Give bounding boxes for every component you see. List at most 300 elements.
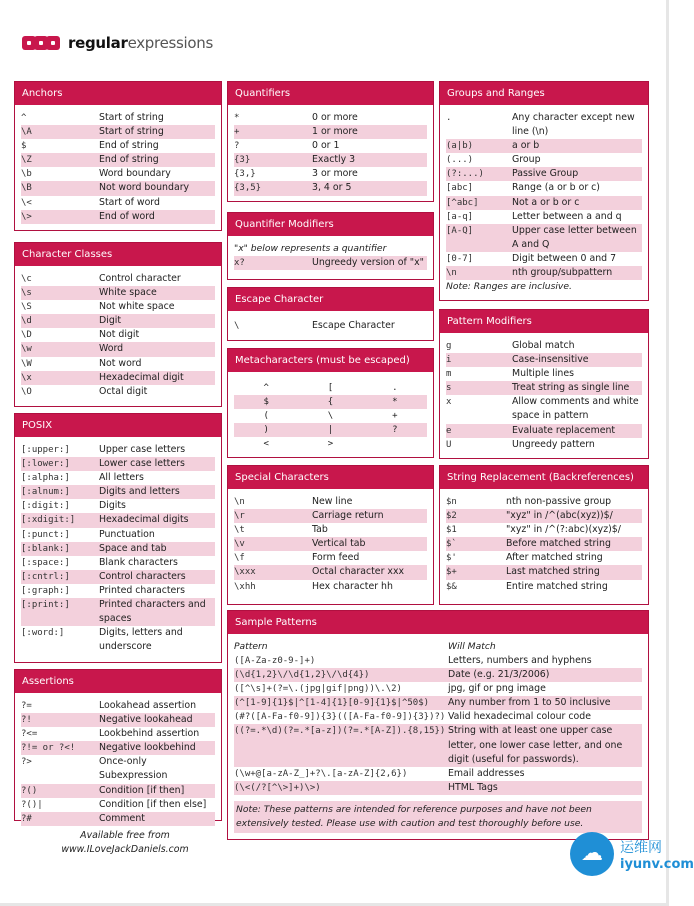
list-item [234, 682, 642, 696]
item-syntax: \c [21, 274, 32, 284]
posix-section [14, 413, 222, 663]
item-syntax: [:lower:] [21, 459, 70, 470]
item-syntax: ?()| [21, 799, 43, 810]
item-description: Any number from 1 to 50 inclusive [448, 697, 611, 709]
list-item [446, 424, 642, 438]
watermark-logo-icon: ☁ [570, 832, 614, 876]
item-syntax: $2 [446, 511, 457, 522]
item-syntax: [:print:] [21, 600, 70, 611]
item-syntax: + [234, 127, 240, 138]
item-description: Digits and letters [99, 486, 180, 498]
quantifier-note: "x" below represents a quantifier [234, 243, 387, 254]
item-syntax: i [446, 355, 452, 366]
list-item [21, 528, 215, 542]
assertions-section [14, 669, 222, 824]
item-syntax: ?<= [21, 729, 38, 740]
list-item [446, 580, 642, 594]
item-description: 3, 4 or 5 [312, 182, 352, 194]
item-description: Group [512, 154, 541, 166]
list-item [446, 367, 642, 381]
item-syntax: (\<(/?[^\>]+)\>) [234, 782, 321, 793]
item-syntax: . [446, 113, 452, 123]
item-description: Negative lookahead [99, 714, 193, 726]
item-syntax: $' [446, 553, 457, 564]
item-description: Hex character hh [312, 580, 393, 592]
list-item [446, 196, 642, 210]
list-item [21, 314, 215, 328]
item-description: Global match [512, 340, 575, 351]
item-syntax: x? [234, 258, 245, 268]
list-item [234, 181, 427, 195]
special-characters-section [227, 465, 434, 605]
item-syntax: ? [234, 141, 240, 152]
item-syntax: ((?=.*\d)(?=.*[a-z])(?=.*[A-Z]).{8,15}) [234, 726, 446, 737]
list-item [21, 300, 215, 314]
item-syntax: $& [446, 581, 457, 592]
item-syntax: (#?([A-Fa-f0-9]){3}(([A-Fa-f0-9]){3})?) [234, 712, 446, 723]
item-description: Comment [99, 812, 145, 824]
list-item [234, 509, 427, 523]
item-description: Ungreedy version of "x" [312, 257, 424, 268]
item-syntax: ?!= or ?<! [21, 743, 76, 754]
item-description: End of string [99, 154, 159, 166]
list-item [21, 153, 215, 167]
section-title: Pattern Modifiers [440, 310, 648, 333]
item-syntax: \ [234, 321, 240, 331]
list-item [21, 167, 215, 181]
list-item [446, 181, 642, 195]
list-item [446, 252, 642, 266]
metacharacters-grid [234, 378, 427, 451]
metacharacter: ( [263, 411, 269, 422]
item-description: Lower case letters [99, 458, 185, 470]
item-syntax: \O [21, 386, 32, 397]
list-item [234, 654, 642, 668]
list-item [446, 224, 642, 252]
watermark-site: 运维网 [620, 839, 662, 856]
list-item [21, 210, 215, 224]
item-description: Not word [99, 357, 142, 369]
item-description: Passive Group [512, 168, 579, 180]
item-syntax: \> [21, 211, 32, 222]
list-item [446, 509, 642, 523]
list-item [21, 125, 215, 139]
list-item [234, 668, 642, 682]
list-item [234, 139, 427, 153]
item-description: Case-insensitive [512, 354, 589, 366]
item-description: Start of string [99, 126, 164, 138]
assertions-list [15, 693, 221, 831]
item-description: Condition [if then else] [99, 798, 207, 810]
item-syntax: (\w+@[a-zA-Z_]+?\.[a-zA-Z]{2,6}) [234, 768, 408, 779]
item-description: nth group/subpattern [512, 267, 613, 279]
item-description: Date (e.g. 21/3/2006) [448, 669, 550, 681]
string-replacement-list [440, 489, 648, 599]
item-syntax: \S [21, 302, 32, 313]
metacharacter: $ [234, 395, 298, 409]
list-item [21, 485, 215, 499]
item-description: Lookbehind assertion [99, 728, 200, 740]
item-syntax: (?:...) [446, 169, 484, 180]
item-syntax: [:word:] [21, 628, 65, 639]
list-item [21, 385, 215, 399]
item-description: Entire matched string [506, 580, 608, 592]
metacharacter: ) [234, 423, 298, 437]
list-item [234, 565, 427, 579]
list-item [21, 755, 215, 783]
metacharacter: ^ [263, 383, 269, 393]
section-title: POSIX [15, 414, 221, 437]
list-item [234, 696, 642, 710]
item-description: Not white space [99, 301, 175, 313]
item-syntax: m [446, 369, 452, 380]
list-item [21, 499, 215, 513]
list-item [234, 580, 427, 594]
anchors-list [15, 105, 221, 229]
item-description: Any character except new line (\n) [512, 112, 635, 138]
item-syntax: \W [21, 358, 32, 369]
item-syntax: [:alnum:] [21, 487, 70, 498]
list-item [446, 537, 642, 551]
item-syntax: [:alpha:] [21, 473, 70, 484]
item-description: Condition [if then] [99, 784, 185, 796]
footer-url[interactable]: www.ILoveJackDaniels.com [61, 844, 189, 855]
list-item [21, 570, 215, 584]
metacharacter [363, 437, 427, 451]
item-syntax: $` [446, 539, 457, 550]
item-syntax: U [446, 439, 452, 450]
metacharacter: > [327, 439, 334, 450]
list-item [234, 537, 427, 551]
list-item [446, 381, 642, 395]
list-item [234, 710, 642, 724]
quantifier-modifiers-list [234, 256, 427, 270]
section-title: Escape Character [228, 288, 433, 311]
item-description: Multiple lines [512, 368, 575, 380]
list-item [234, 111, 427, 125]
item-syntax: [:punct:] [21, 529, 70, 540]
string-replacement-section [439, 465, 649, 605]
item-description: "xyz" in /^(?:abc)(xyz)$/ [506, 524, 621, 536]
list-item [234, 125, 427, 139]
list-item [446, 339, 642, 353]
item-description: Email addresses [448, 767, 525, 779]
item-syntax: $n [446, 497, 457, 507]
character-classes-list [15, 266, 221, 404]
item-description: Octal digit [99, 385, 148, 397]
item-description: Allow comments and white space in pattern [512, 396, 639, 422]
item-description: Hexadecimal digit [99, 371, 184, 383]
item-syntax: [:space:] [21, 557, 70, 568]
logo-text-bold: regular [68, 34, 128, 52]
item-syntax: \b [21, 169, 32, 180]
item-syntax: [A-Q] [446, 225, 474, 236]
item-description: Lookahead assertion [99, 700, 197, 711]
sample-patterns-list [234, 654, 642, 795]
item-description: Last matched string [506, 566, 600, 578]
item-syntax: ?> [21, 757, 32, 768]
list-item [21, 713, 215, 727]
item-description: Escape Character [312, 320, 395, 331]
item-syntax: g [446, 341, 452, 351]
will-match-column-header: Will Match [448, 641, 496, 652]
item-description: Not digit [99, 329, 140, 341]
item-syntax: {3} [234, 155, 251, 166]
list-item [234, 153, 427, 167]
item-syntax: \n [446, 268, 457, 279]
item-syntax: \x [21, 372, 32, 383]
item-description: End of string [99, 140, 159, 152]
item-description: Upper case letter between A and Q [512, 224, 637, 250]
item-description: All letters [99, 472, 144, 484]
watermark-url: iyunv.com [620, 856, 694, 872]
item-description: Ungreedy pattern [512, 438, 595, 450]
item-description: Punctuation [99, 528, 155, 540]
item-syntax: \r [234, 511, 245, 522]
groups-body [440, 105, 648, 299]
list-item [21, 371, 215, 385]
section-title: Quantifier Modifiers [228, 213, 433, 236]
item-description: Octal character xxx [312, 566, 405, 578]
item-syntax: (a|b) [446, 141, 474, 152]
list-item [21, 443, 215, 457]
sample-patterns-note: Note: These patterns are intended for reference purposes and have not been extensively tested. Please use with caution and test thoroughly before use. [234, 801, 642, 833]
quantifiers-list [228, 105, 433, 201]
groups-ranges-section [439, 81, 649, 301]
list-item [446, 266, 642, 280]
item-syntax: \xxx [234, 567, 256, 578]
item-description: Printed characters and spaces [99, 599, 206, 625]
footer [14, 829, 236, 857]
item-syntax: (\d{1,2}\/\d{1,2}\/\d{4}) [234, 670, 370, 681]
list-item [234, 724, 642, 766]
item-description: Control character [99, 273, 181, 284]
item-description: Vertical tab [312, 538, 366, 550]
section-title: String Replacement (Backreferences) [440, 466, 648, 489]
pattern-modifiers-list [440, 333, 648, 457]
list-item [21, 286, 215, 300]
list-item [21, 196, 215, 210]
quantifier-modifiers-section [227, 212, 434, 280]
item-syntax: [0-7] [446, 253, 474, 264]
item-description: 0 or 1 [312, 140, 340, 152]
list-item [21, 584, 215, 598]
item-syntax: \s [21, 288, 32, 299]
item-syntax: \xhh [234, 581, 256, 592]
list-item [446, 495, 642, 509]
list-item [446, 167, 642, 181]
item-description: Treat string as single line [512, 382, 630, 394]
item-description: Start of word [99, 196, 160, 208]
item-syntax: \A [21, 127, 32, 138]
logo-text-light: expressions [127, 34, 213, 52]
watermark-text [620, 837, 694, 872]
list-item [21, 328, 215, 342]
metacharacter: * [363, 395, 427, 409]
list-item [234, 256, 427, 270]
sample-patterns-section [227, 610, 649, 840]
list-item [234, 767, 642, 781]
groups-list [446, 111, 642, 280]
quantifiers-section [227, 81, 434, 202]
metacharacter: \ [327, 411, 334, 422]
item-syntax: [:cntrl:] [21, 571, 70, 582]
special-characters-list [228, 489, 433, 599]
item-description: Letter between a and q [512, 210, 622, 222]
item-description: Carriage return [312, 510, 384, 522]
list-item [21, 181, 215, 195]
item-syntax: \B [21, 183, 32, 194]
list-item [21, 457, 215, 471]
item-description: Blank characters [99, 556, 178, 568]
section-title: Anchors [15, 82, 221, 105]
item-description: HTML Tags [448, 781, 498, 793]
item-description: New line [312, 496, 353, 507]
list-item [21, 798, 215, 812]
item-description: Digits [99, 500, 126, 512]
item-description: Digits, letters and underscore [99, 627, 183, 653]
item-description: 1 or more [312, 126, 358, 138]
item-syntax: ?() [21, 785, 38, 796]
logo [22, 34, 213, 52]
sample-patterns-header [234, 640, 642, 654]
list-item [234, 167, 427, 181]
item-description: Letters, numbers and hyphens [448, 655, 592, 666]
item-description: Printed characters [99, 584, 186, 596]
metacharacter: ? [363, 423, 427, 437]
item-syntax: \f [234, 553, 245, 564]
item-description: Range (a or b or c) [512, 182, 600, 194]
list-item [21, 513, 215, 527]
item-syntax: \d [21, 316, 32, 327]
list-item [446, 565, 642, 579]
escape-character-section [227, 287, 434, 341]
item-description: Digit between 0 and 7 [512, 252, 617, 264]
list-item [446, 353, 642, 367]
metacharacter: < [263, 439, 269, 450]
section-title: Character Classes [15, 243, 221, 266]
list-item [234, 495, 427, 509]
item-description: Negative lookbehind [99, 742, 196, 754]
list-item [446, 153, 642, 167]
item-description: White space [99, 287, 157, 299]
item-description: Evaluate replacement [512, 424, 616, 436]
section-title: Assertions [15, 670, 221, 693]
anchors-section [14, 81, 222, 231]
metacharacter: | [298, 423, 362, 437]
item-syntax: [:digit:] [21, 501, 70, 512]
item-description: After matched string [506, 552, 603, 564]
item-description: Once-only Subexpression [99, 756, 168, 782]
section-title: Sample Patterns [228, 611, 648, 634]
item-syntax: ?! [21, 715, 32, 726]
list-item [446, 111, 642, 139]
item-description: Tab [312, 524, 328, 536]
item-description: Start of string [99, 112, 164, 123]
metacharacter: . [392, 383, 398, 393]
item-description: Before matched string [506, 538, 611, 550]
list-item [21, 812, 215, 826]
item-syntax: [:xdigit:] [21, 515, 76, 526]
item-syntax: ^ [21, 113, 27, 123]
item-description: Valid hexadecimal colour code [448, 711, 591, 723]
list-item [234, 551, 427, 565]
item-syntax: \D [21, 330, 32, 341]
item-syntax: [abc] [446, 183, 474, 194]
watermark [570, 832, 694, 876]
item-syntax: ([A-Za-z0-9-]+) [234, 656, 316, 666]
item-description: 3 or more [312, 168, 358, 180]
item-syntax: ?# [21, 813, 32, 824]
item-syntax: [^abc] [446, 197, 479, 208]
list-item [21, 111, 215, 125]
list-item [21, 542, 215, 556]
item-syntax: ([^\s]+(?=\.(jpg|gif|png))\.\2) [234, 684, 402, 695]
item-description: nth non-passive group [506, 496, 612, 507]
item-syntax: * [234, 113, 240, 123]
list-item [21, 357, 215, 371]
item-description: jpg, gif or png image [448, 683, 546, 695]
list-item [446, 551, 642, 565]
item-syntax: $+ [446, 567, 457, 578]
list-item [446, 438, 642, 452]
section-title: Special Characters [228, 466, 433, 489]
item-description: Space and tab [99, 542, 167, 554]
list-item [21, 699, 215, 713]
metacharacter: { [298, 395, 362, 409]
list-item [21, 741, 215, 755]
item-description: "xyz" in /^(abc(xyz))$/ [506, 510, 613, 522]
list-item [21, 139, 215, 153]
item-syntax: $ [21, 141, 27, 152]
item-description: Not word boundary [99, 182, 190, 194]
item-syntax: [:blank:] [21, 543, 70, 554]
item-syntax: \v [234, 539, 245, 550]
item-description: Upper case letters [99, 444, 186, 455]
item-description: String with at least one upper case letter, one lower case letter, and one digit (useful for passwords). [448, 725, 623, 765]
pattern-column-header: Pattern [234, 641, 268, 652]
pattern-modifiers-section [439, 309, 649, 459]
item-syntax: [:upper:] [21, 445, 70, 455]
groups-note: Note: Ranges are inclusive. [446, 281, 572, 293]
section-title: Metacharacters (must be escaped) [228, 349, 433, 372]
list-item [446, 210, 642, 224]
section-title: Quantifiers [228, 82, 433, 105]
list-item [21, 342, 215, 356]
regex-logo-icon [22, 34, 60, 52]
metacharacter: + [392, 411, 398, 422]
item-syntax: x [446, 397, 452, 408]
item-syntax: \Z [21, 155, 32, 166]
list-item [446, 523, 642, 537]
posix-list [15, 437, 221, 659]
list-item [234, 523, 427, 537]
item-description: Digit [99, 315, 122, 327]
item-syntax: \n [234, 497, 245, 507]
item-description: Control characters [99, 570, 186, 582]
item-syntax: ?= [21, 701, 32, 711]
metacharacter: [ [327, 383, 334, 393]
list-item [21, 727, 215, 741]
list-item [21, 556, 215, 570]
item-syntax: e [446, 425, 452, 436]
list-item [21, 784, 215, 798]
item-syntax: \< [21, 197, 32, 208]
item-description: Word [99, 343, 124, 355]
list-item [21, 598, 215, 626]
item-description: End of word [99, 210, 155, 222]
item-description: Not a or b or c [512, 196, 580, 208]
